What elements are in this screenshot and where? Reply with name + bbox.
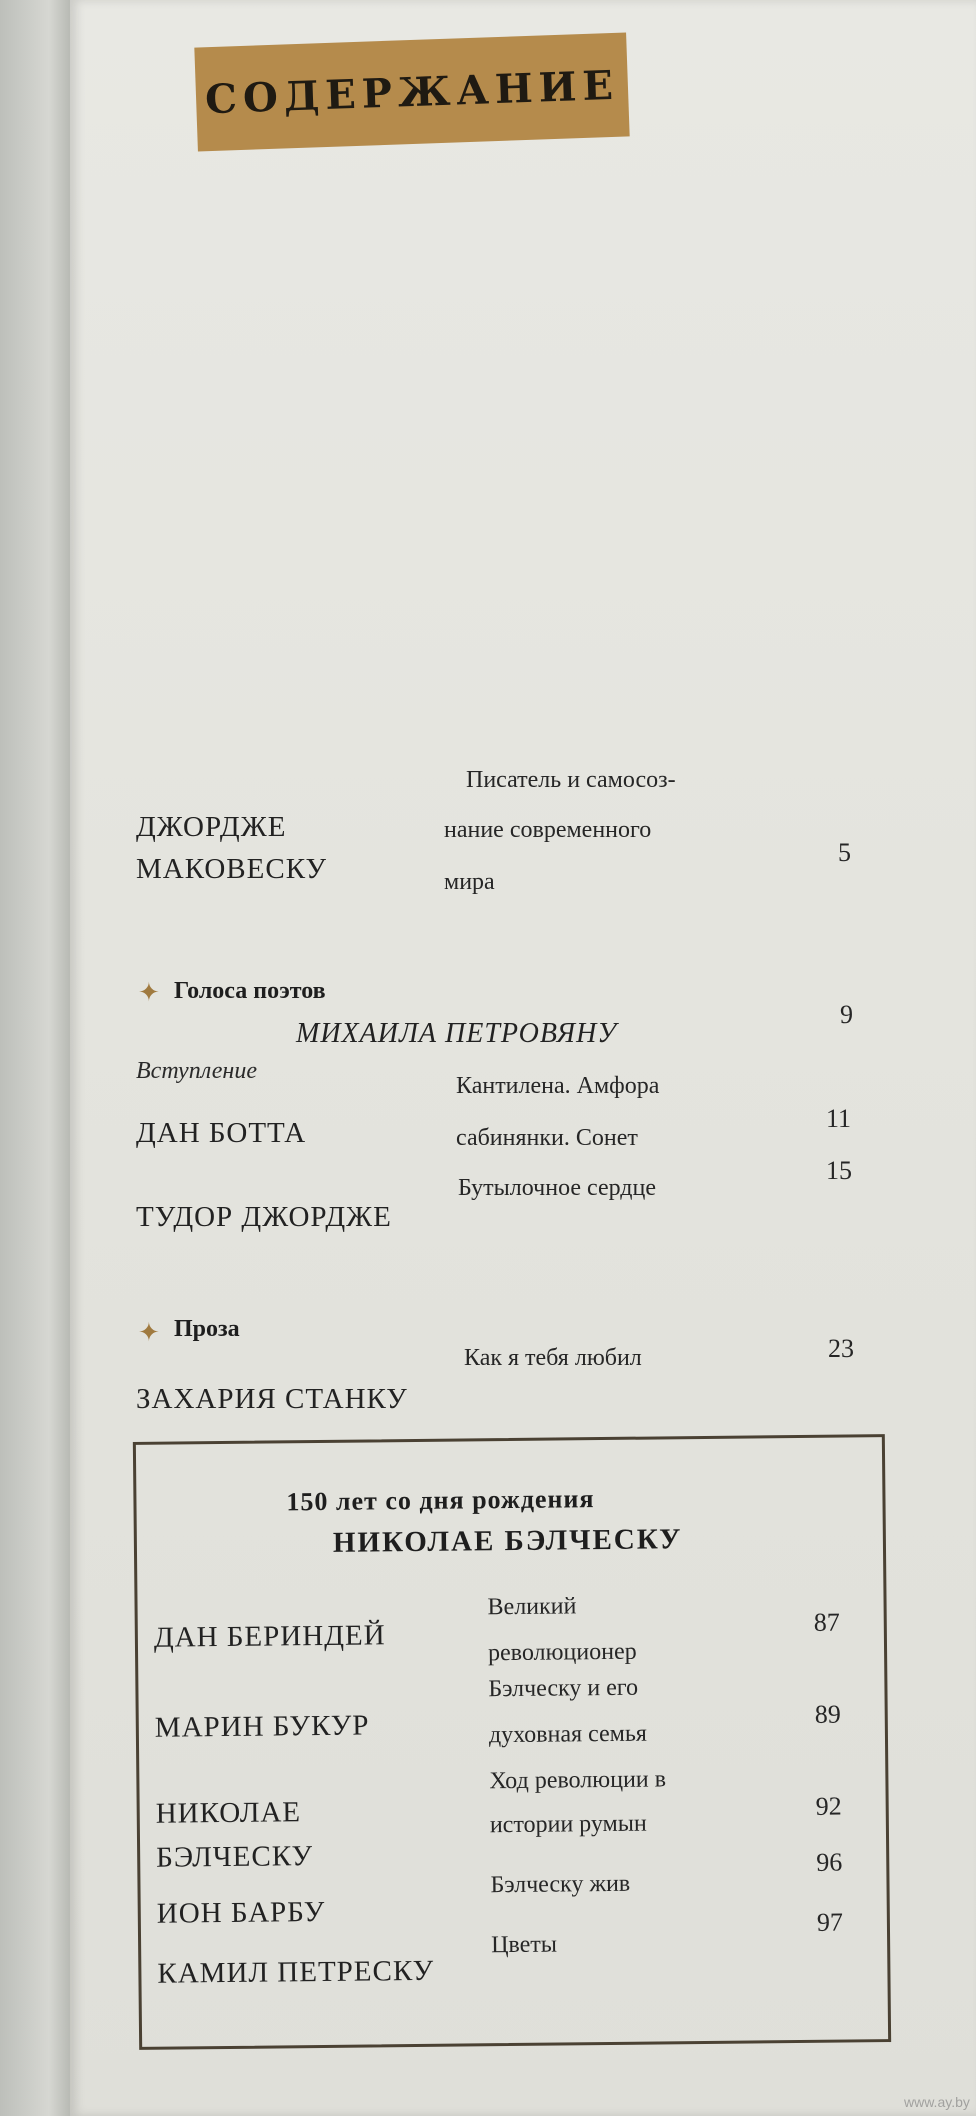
entry-page-number: 89 xyxy=(814,1699,841,1729)
entry-author: ИОН БАРБУ xyxy=(156,1895,326,1930)
anniversary-box xyxy=(133,1434,891,2050)
entry-page-number: 15 xyxy=(826,1156,852,1185)
entry-author-line2: БЭЛЧЕСКУ xyxy=(156,1840,314,1874)
entry-author: КАМИЛ ПЕТРЕСКУ xyxy=(157,1954,435,1990)
section-poets-heading: Голоса поэтов xyxy=(174,978,326,1004)
lead-page-number: 5 xyxy=(838,838,851,867)
entry-title-line2: духовная семья xyxy=(488,1720,647,1749)
lead-author-line2: МАКОВЕСКУ xyxy=(136,853,327,885)
entry-page-number: 11 xyxy=(826,1104,852,1133)
entry-author-line1: НИКОЛАЕ xyxy=(155,1796,302,1830)
entry-title-line1: Бэлческу и его xyxy=(488,1674,639,1703)
watermark: www.ay.by xyxy=(904,2094,970,2110)
entry-title-line2: истории румын xyxy=(489,1810,647,1839)
entry-title-line2: революционер xyxy=(487,1638,637,1667)
entry-page-number: 92 xyxy=(815,1791,842,1821)
contents-title: СОДЕРЖАНИЕ xyxy=(204,61,620,123)
section-poets-star-icon: ✦ xyxy=(138,978,160,1007)
entry-title-line1: Ход революции в xyxy=(489,1766,667,1795)
entry-title: Цветы xyxy=(490,1931,558,1959)
contents-header-band xyxy=(194,32,629,151)
section-prose-star-icon: ✦ xyxy=(138,1318,160,1347)
entry-title: Бэлческу жив xyxy=(490,1870,631,1899)
entry-page-number: 97 xyxy=(816,1907,844,1937)
section-poets-intro-page: 9 xyxy=(840,1000,853,1029)
lead-title-line1: Писатель и самосоз- xyxy=(466,767,676,793)
anniversary-heading: 150 лет со дня рождения xyxy=(286,1484,595,1517)
entry-page-number: 87 xyxy=(813,1607,840,1637)
entry-page-number: 96 xyxy=(816,1847,843,1877)
section-prose-heading: Проза xyxy=(174,1316,240,1342)
entry-author: МАРИН БУКУР xyxy=(154,1709,370,1744)
entry-page-number: 23 xyxy=(828,1334,854,1363)
entry-author: ЗАХАРИЯ СТАНКУ xyxy=(136,1383,408,1415)
section-poets-intro-name: МИХАИЛА ПЕТРОВЯНУ xyxy=(296,1018,618,1049)
entry-author: ТУДОР ДЖОРДЖЕ xyxy=(136,1201,392,1233)
entry-title-line2: сабинянки. Сонет xyxy=(456,1125,638,1151)
anniversary-name: НИКОЛАЕ БЭЛЧЕСКУ xyxy=(332,1523,683,1559)
lead-author-line1: ДЖОРДЖЕ xyxy=(136,811,287,843)
book-spine-edge xyxy=(0,0,70,2116)
entry-author: ДАН БОТТА xyxy=(136,1117,307,1149)
section-poets-intro-label: Вступление xyxy=(136,1058,257,1084)
entry-title-line1: Кантилена. Амфора xyxy=(456,1073,660,1099)
entry-title-line1: Великий xyxy=(487,1593,577,1621)
entry-title: Как я тебя любил xyxy=(464,1345,642,1371)
entry-author: ДАН БЕРИНДЕЙ xyxy=(153,1619,386,1654)
lead-title-line2: нание современного xyxy=(444,817,652,843)
entry-title-line1: Бутылочное сердце xyxy=(458,1175,656,1201)
lead-title-line3: мира xyxy=(444,869,495,895)
